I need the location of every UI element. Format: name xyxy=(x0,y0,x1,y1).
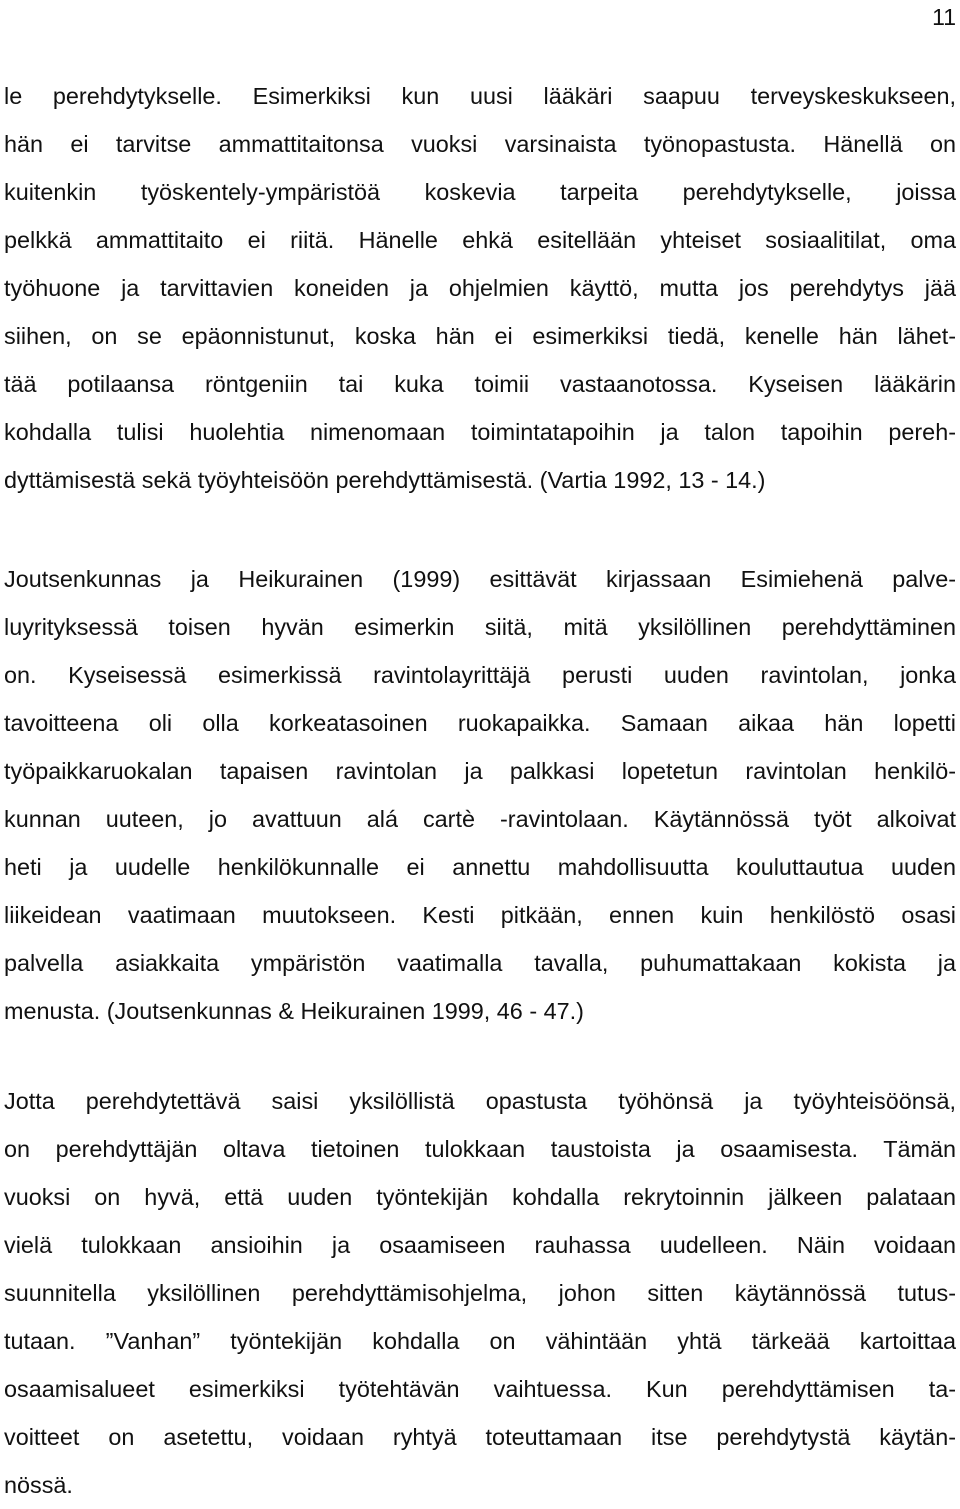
text-line: liikeidean vaatimaan muutokseen. Kesti pitkään, ennen kuin henkilöstö osasi xyxy=(4,902,956,928)
text-line: voitteet on asetettu, voidaan ryhtyä toteuttamaan itse perehdytystä käytän- xyxy=(4,1424,956,1450)
text-line: palvella asiakkaita ympäristön vaatimalla tavalla, puhumattakaan kokista ja xyxy=(4,950,956,976)
text-line: luyrityksessä toisen hyvän esimerkin siitä, mitä yksilöllinen perehdyttäminen xyxy=(4,614,956,640)
text-line: tää potilaansa röntgeniin tai kuka toimii vastaanotossa. Kyseisen lääkärin xyxy=(4,371,956,397)
paragraph-2 xyxy=(4,555,956,1035)
text-line: on. Kyseisessä esimerkissä ravintolayrittäjä perusti uuden ravintolan, jonka xyxy=(4,662,956,688)
text-line: nössä. xyxy=(4,1472,73,1498)
page-number: 11 xyxy=(932,4,956,30)
text-line: vielä tulokkaan ansioihin ja osaamiseen rauhassa uudelleen. Näin voidaan xyxy=(4,1232,956,1258)
text-line: hän ei tarvitse ammattitaitonsa vuoksi varsinaista työnopastusta. Hänellä on xyxy=(4,131,956,157)
paragraph-3 xyxy=(4,1077,956,1509)
text-line: työhuone ja tarvittavien koneiden ja ohjelmien käyttö, mutta jos perehdytys jää xyxy=(4,275,956,301)
text-line: vuoksi on hyvä, että uuden työntekijän kohdalla rekrytoinnin jälkeen palataan xyxy=(4,1184,956,1210)
paragraph-1 xyxy=(4,72,956,504)
text-line: Joutsenkunnas ja Heikurainen (1999) esittävät kirjassaan Esimiehenä palve- xyxy=(4,566,956,592)
text-line: kohdalla tulisi huolehtia nimenomaan toimintatapoihin ja talon tapoihin pereh- xyxy=(4,419,956,445)
text-line: siihen, on se epäonnistunut, koska hän ei esimerkiksi tiedä, kenelle hän lähet- xyxy=(4,323,956,349)
text-line: tavoitteena oli olla korkeatasoinen ruokapaikka. Samaan aikaa hän lopetti xyxy=(4,710,956,736)
text-line: suunnitella yksilöllinen perehdyttämisohjelma, johon sitten käytännössä tutus- xyxy=(4,1280,956,1306)
text-line: pelkkä ammattitaito ei riitä. Hänelle ehkä esitellään yhteiset sosiaalitilat, oma xyxy=(4,227,956,253)
text-line: Jotta perehdytettävä saisi yksilöllistä opastusta työhönsä ja työyhteisöönsä, xyxy=(4,1088,956,1114)
text-line: on perehdyttäjän oltava tietoinen tulokkaan taustoista ja osaamisesta. Tämän xyxy=(4,1136,956,1162)
text-line: menusta. (Joutsenkunnas & Heikurainen 1999, 46 - 47.) xyxy=(4,998,584,1024)
text-line: le perehdytykselle. Esimerkiksi kun uusi lääkäri saapuu terveyskeskukseen, xyxy=(4,83,956,109)
text-line: kunnan uuteen, jo avattuun alá cartè -ravintolaan. Käytännössä työt alkoivat xyxy=(4,806,956,832)
text-line: heti ja uudelle henkilökunnalle ei annettu mahdollisuutta kouluttautua uuden xyxy=(4,854,956,880)
text-line: osaamisalueet esimerkiksi työtehtävän vaihtuessa. Kun perehdyttämisen ta- xyxy=(4,1376,956,1402)
text-line: tutaan. ”Vanhan” työntekijän kohdalla on vähintään yhtä tärkeää kartoittaa xyxy=(4,1328,956,1354)
text-line: dyttämisestä sekä työyhteisöön perehdyttämisestä. (Vartia 1992, 13 - 14.) xyxy=(4,467,766,493)
text-line: työpaikkaruokalan tapaisen ravintolan ja palkkasi lopetetun ravintolan henkilö- xyxy=(4,758,956,784)
text-line: kuitenkin työskentely-ympäristöä koskevia tarpeita perehdytykselle, joissa xyxy=(4,179,956,205)
